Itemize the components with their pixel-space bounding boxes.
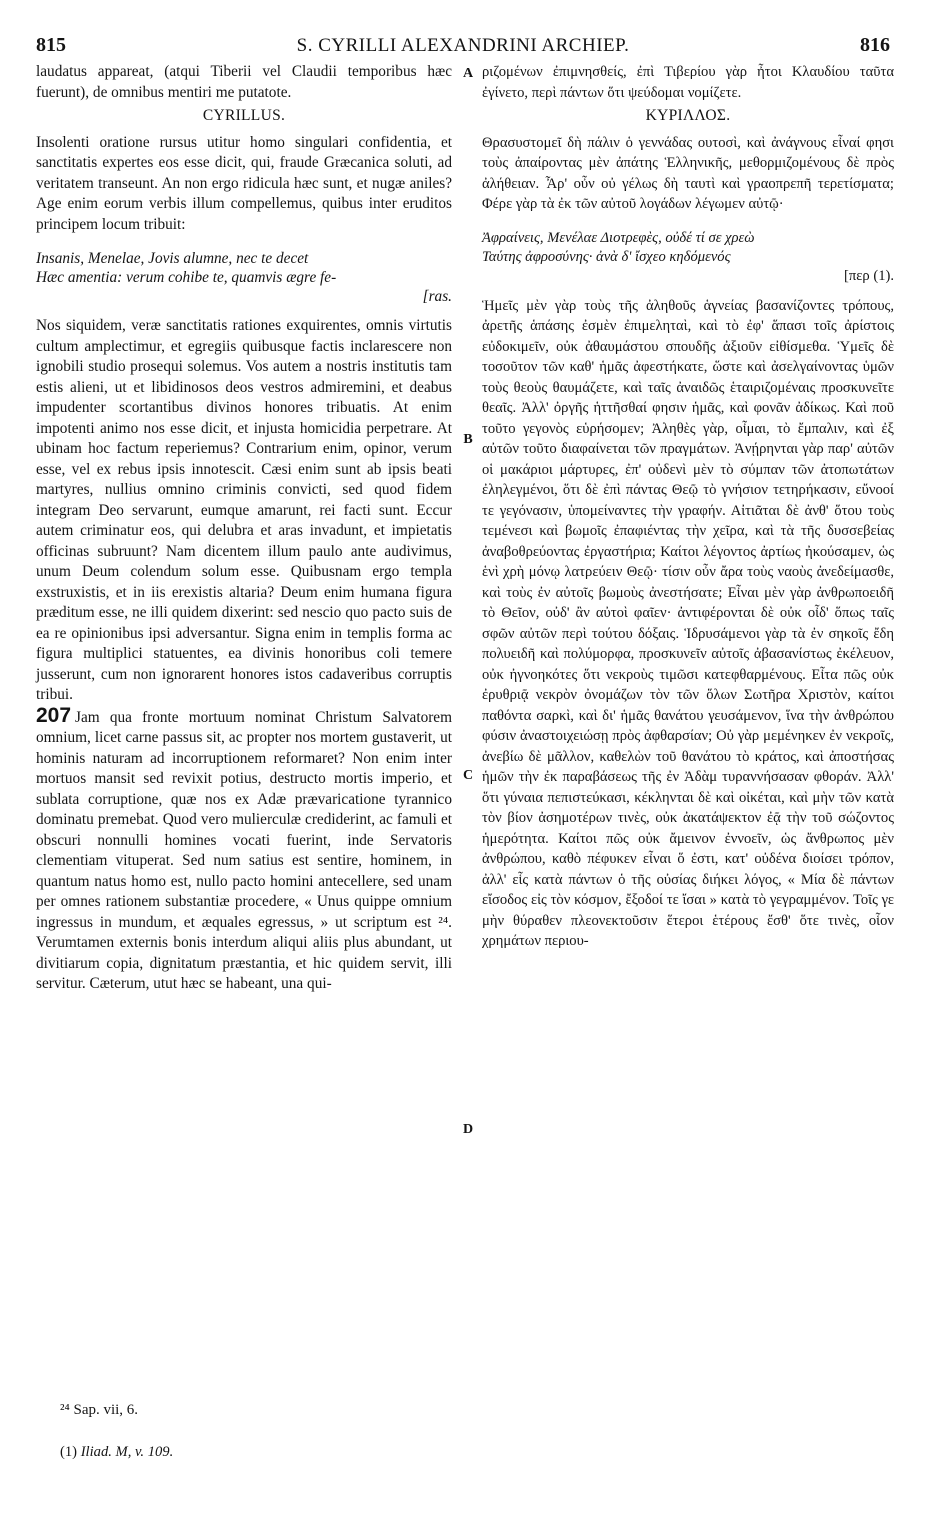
greek-paragraph-1: ριζομένων ἐπιμνησθείς, ἐπὶ Τιβερίου γὰρ ἦτοι Κλαυδίου ταῦτα ἐγίνετο, περὶ πάντων ὅτι ψεύδομαι νομίζετε. (482, 64, 894, 101)
left-page-number: 815 (36, 34, 66, 56)
latin-paragraph-2: Insolenti oratione rursus utitur homo singulari confidentia, et sanctitatis expertes eos esse dicit, qui, fraude Græcanica soluti, ad veritatem transeunt. An non ergo ridicula hæc sunt, et nugæ aniles? Age enim eorum verbis illum compellemus, quibus inter eruditos principem locum tribuit: (36, 133, 452, 233)
latin-verse (36, 249, 452, 306)
greek-paragraph-2: Θρασυστομεῖ δὴ πάλιν ὁ γεννάδας ουτοσὶ, καὶ ἀνάγνους εἶναί φησι τοὺς ἀπαίροντας μὲν ἀπάτης Ἑλληνικῆς, μεθορμιζομένους δὲ πρὸς ἀλήθειαν. Ἆρ' οὖν οὐ γέλως δὴ ταυτὶ καὶ γραοπρεπῆ τερετίσματα; Φέρε γὰρ τὰ ἐκ τῶν αὐτοῦ λογάδων λέγωμεν αὐτῷ· (482, 134, 894, 212)
margin-letter-c: C (462, 768, 474, 783)
greek-column (482, 62, 894, 952)
latin-heading: CYRILLUS. (202, 107, 286, 124)
greek-verse-line-1: Ἀφραίνεις, Μενέλαε Διοτρεφὲς, οὐδέ τί σε χρεὼ (482, 229, 755, 246)
right-page-number: 816 (859, 34, 890, 56)
greek-verse-line-2: Ταύτης ἀφροσύνης· ἀνὰ δ' ἴσχεο κηδόμενός (482, 248, 731, 265)
latin-column (36, 62, 452, 995)
footnote-1 (60, 1442, 480, 1462)
footnote-1-reference: Iliad. M, v. 109. (80, 1444, 174, 1460)
latin-verse-line-1: Insanis, Menelae, Jovis alumne, nec te decet (36, 250, 309, 267)
greek-heading: ΚΥΡΙΛΛΟΣ. (645, 107, 731, 124)
latin-verse-line-2: Hæc amentia: verum cohibe te, quamvis ægre fe- (36, 269, 337, 286)
footnote-1-number: (1) (60, 1444, 78, 1460)
latin-verse-line-3: [ras. (422, 288, 452, 305)
footnotes (60, 1400, 480, 1484)
margin-letter-b: B (463, 432, 473, 447)
latin-paragraph-4 (36, 703, 452, 995)
margin-letter-a: A (462, 66, 474, 81)
latin-paragraph-4-text: Jam qua fronte mortuum nominat Christum Salvatorem omnium, licet carne passus sit, ac propter nos mortem gustaverit, ut hominis naturam ad incorruptionem reformaret? Non enim inter mortuos mansit sed revixit potius, destructo mortis imperio, et sublata corruptione, quæ nos ex Adæ prævaricatione tyrannico dominatu premebat. Quod vero mulierculæ crediderint, ac famuli et obscuri nonnulli homines vocati fuerint, inde Servatoris clementiam vituperat. Sed num satius est sentire, hominem, in quantum natus homo est, nullo pacto homini antecellere, sed unam per omnes rationem substantiæ procedere, « Unus quippe omnium ingressus in mundum, et æquales egressus, » ut scriptum est ²⁴. Verumtamen externis bonis interdum aliqui aliis plus abundant, ut divitiarum copia, dignitatum præstantia, et hic quidem servit, illi servitur. Cæterum, utut hæc se habeant, una qui- (36, 708, 452, 992)
running-title: S. CYRILLI ALEXANDRINI ARCHIEP. (296, 35, 630, 56)
margin-letter-d: D (462, 1122, 474, 1137)
latin-paragraph-3: Nos siquidem, veræ sanctitatis rationes exquirentes, omnis virtutis cultum amplectimur, et egregiis quibusque factis inclarescere non ignobili studio prosequi solemus. Vos autem a nostris institutis tam estis alieni, ut et libidinosos deos vestros admiremini, et deabus impudenter scortantibus divinos honores tribuatis. At enim impotenti animo nos esse dicit, et injusta homicidia perpetrare. At ubinam hoc factum reperiemus? Contrarium enim, opinor, verum esse, vel ex rebus ipsis innotescit. Cæsi enim sunt ab ipsis beati martyres, nullius omnino criminis convicti, sed quod fidem integram Deo servarunt, eumque amarunt, rei facti sunt. Eccur autem criminatur eos, qui delubra et aras invadunt, et impietatis officinas subruunt? Nam dicentem illum paulo ante audivimus, unum Deum colendum solum esse. Quibusnam ergo templa exstruxistis, et in iis erexistis altaria? Deum enim humana figura præditum esse, ne illi quidem dixerint: sed nescio quo pacto suis de ea re opinionibus ipsi adversantur. Signa enim in templis forma ac figura multiplici statuentes, ea divinis honoribus coli temere jusserunt, cum non ignorarent honores istos cadaveribus corruptis tribui. (36, 317, 452, 703)
latin-paragraph-1: laudatus appareat, (atqui Tiberii vel Claudii temporibus hæc fuerunt), de omnibus mentiri me putatote. (36, 63, 452, 101)
greek-verse-line-3: [περ (1). (844, 267, 894, 284)
greek-paragraph-3: Ἡμεῖς μὲν γὰρ τοὺς τῆς ἀληθοῦς ἁγνείας βασανίζοντες τρόπους, ἀρετῆς ἁπάσης ἐσμὲν ἐπιμεληταὶ, καὶ τὸ ἐφ' ἅπασι τοῖς ἀρίστοις εὐδοκιμεῖν, οὐκ ἀθαυμάστου σπουδῆς ἀξιοῦν εἰθίσμεθα. Ὑμεῖς δὲ τοσοῦτον τῶν καθ' ἡμᾶς ἀφεστήκατε, ὥστε καὶ ἀσελγαίνοντας ὑμῶν τοὺς θεοὺς θαυμάζετε, καὶ ταῖς ἀναιδῶς ἑταιριζομέναις προσκυνεῖτε θεαῖς. Ἀλλ' ὀργῆς ἡττῆσθαί φησιν ἡμᾶς, καὶ φονᾶν ἀδίκως. Καὶ ποῦ τοῦτο γεγονὸς εὑρήσομεν; Ἀληθὲς γὰρ, οἶμαι, τὸ ἔμπαλιν, καὶ ἐξ αὐτῶν τοῦτο διαφαίνεται τῶν πραγμάτων. Ἀνῄρηνται γὰρ παρ' αὐτῶν οἱ μακάριοι μάρτυρες, ἐπ' οὐδενὶ μὲν τὸ σύμπαν τῶν ἀτοπωτάτων ἐληλεγμένοι, ὅτι δὲ ἐπὶ πάντας Θεῷ τὸ γνήσιον τετηρήκασιν, εὔνοοί τε γεγόνασιν, ὑπομείναντες τὴν γραφήν. Αἰτιᾶται δὲ ἀνθ' ὅτου τοὺς τεμένεσι καὶ βωμοῖς ἐπαφιέντας τὴν χεῖρα, καὶ τὰ τῆς δυσσεβείας ἀναβοθρεύοντας ἐργαστήρια; Καίτοι λέγοντος ἀρτίως ἠκούσαμεν, ὡς ἑνὶ χρὴ μόνῳ λατρεύειν Θεῷ· τίσιν οὖν ἄρα τοὺς ναοὺς ἀνεδείμασθε, καὶ τοὺς ἐν αὐτοῖς βωμοὺς ἀνεστήσατε; Εἶναι μὲν γὰρ ἀνθρωποειδῆ τὸ Θεῖον, οὐδ' ἂν αὐτοὶ φαῖεν· ἀντιφέρονται δὲ οὐκ οἶδ' ὅπως ταῖς σφῶν αὐτῶν περὶ τούτου δόξαις. Ἱδρυσάμενοι γὰρ τὰ ἐν σηκοῖς ἔδη πολυειδῆ καὶ πολύμορφα, προσκυνεῖν αὐτοῖς ἀβασανίστως ἐκέλευον, οὐκ ἠγνοηκότες ὅτι νεκροὺς τιμῶσι κατεφθαρμένους. Εἶτα πῶς οὐκ ἐρυθριᾷ νεκρὸν ὀνομάζων τὸν τῶν ὅλων Σωτῆρα Χριστὸν, καίτοι παθόντα σαρκὶ, καὶ δι' ἡμᾶς θανάτου γευσάμενον, ἵνα τὴν ἀνθρώπου φύσιν ἀναστοιχειώσῃ πρὸς ἀφθαρσίαν; Οὐ γὰρ μεμένηκεν ἐν νεκροῖς, ἀνεβίω δὲ μᾶλλον, καθελὼν τοῦ θανάτου τὸ κράτος, καὶ ἀποστήσας ἡμῶν τὴν ἐκ παραβάσεως τῆς ἐν Ἀδὰμ τυραννήσασαν φθοράν. Ἀλλ' ὅτι γύναια πεπιστεύκασι, κέκληνται δὲ καὶ οἰκέται, καὶ μὴν τῶν κατὰ τὸν βίον ἀσημοτέρων τινὲς, οὐκ ἀκατάψεκτον ἐᾷ τὴν τοῦ σώζοντος ἡμερότητα. Καίτοι πῶς οὐκ ἄμεινον ἐννοεῖν, ὡς ἄνθρωπος μὲν ἀνθρώπου, καθὸ πέφυκεν εἶναι ὅ ἐστι, κατ' οὐδένα διοίσει τρόπον, ἀλλ' εἷς κατὰ πάντων ὁ τῆς οὐσίας διήκει λόγος, « Μία δὲ πάντων εἴσοδος εἰς τὸν κόσμον, ἔξοδοί τε ἴσαι » κατὰ τὸ γεγραμμένον. Τοῖς γε μὴν θύραθεν πλεονεκτοῦσιν ἕτεροι ἑτέρους ἔσθ' ὅτε τινὲς, οἷον χρημάτων περιου- (482, 297, 894, 949)
running-header (36, 34, 890, 60)
footnote-24: ²⁴ Sap. vii, 6. (60, 1402, 139, 1418)
greek-verse (482, 229, 894, 286)
column-number-mark: 207 (36, 703, 72, 727)
